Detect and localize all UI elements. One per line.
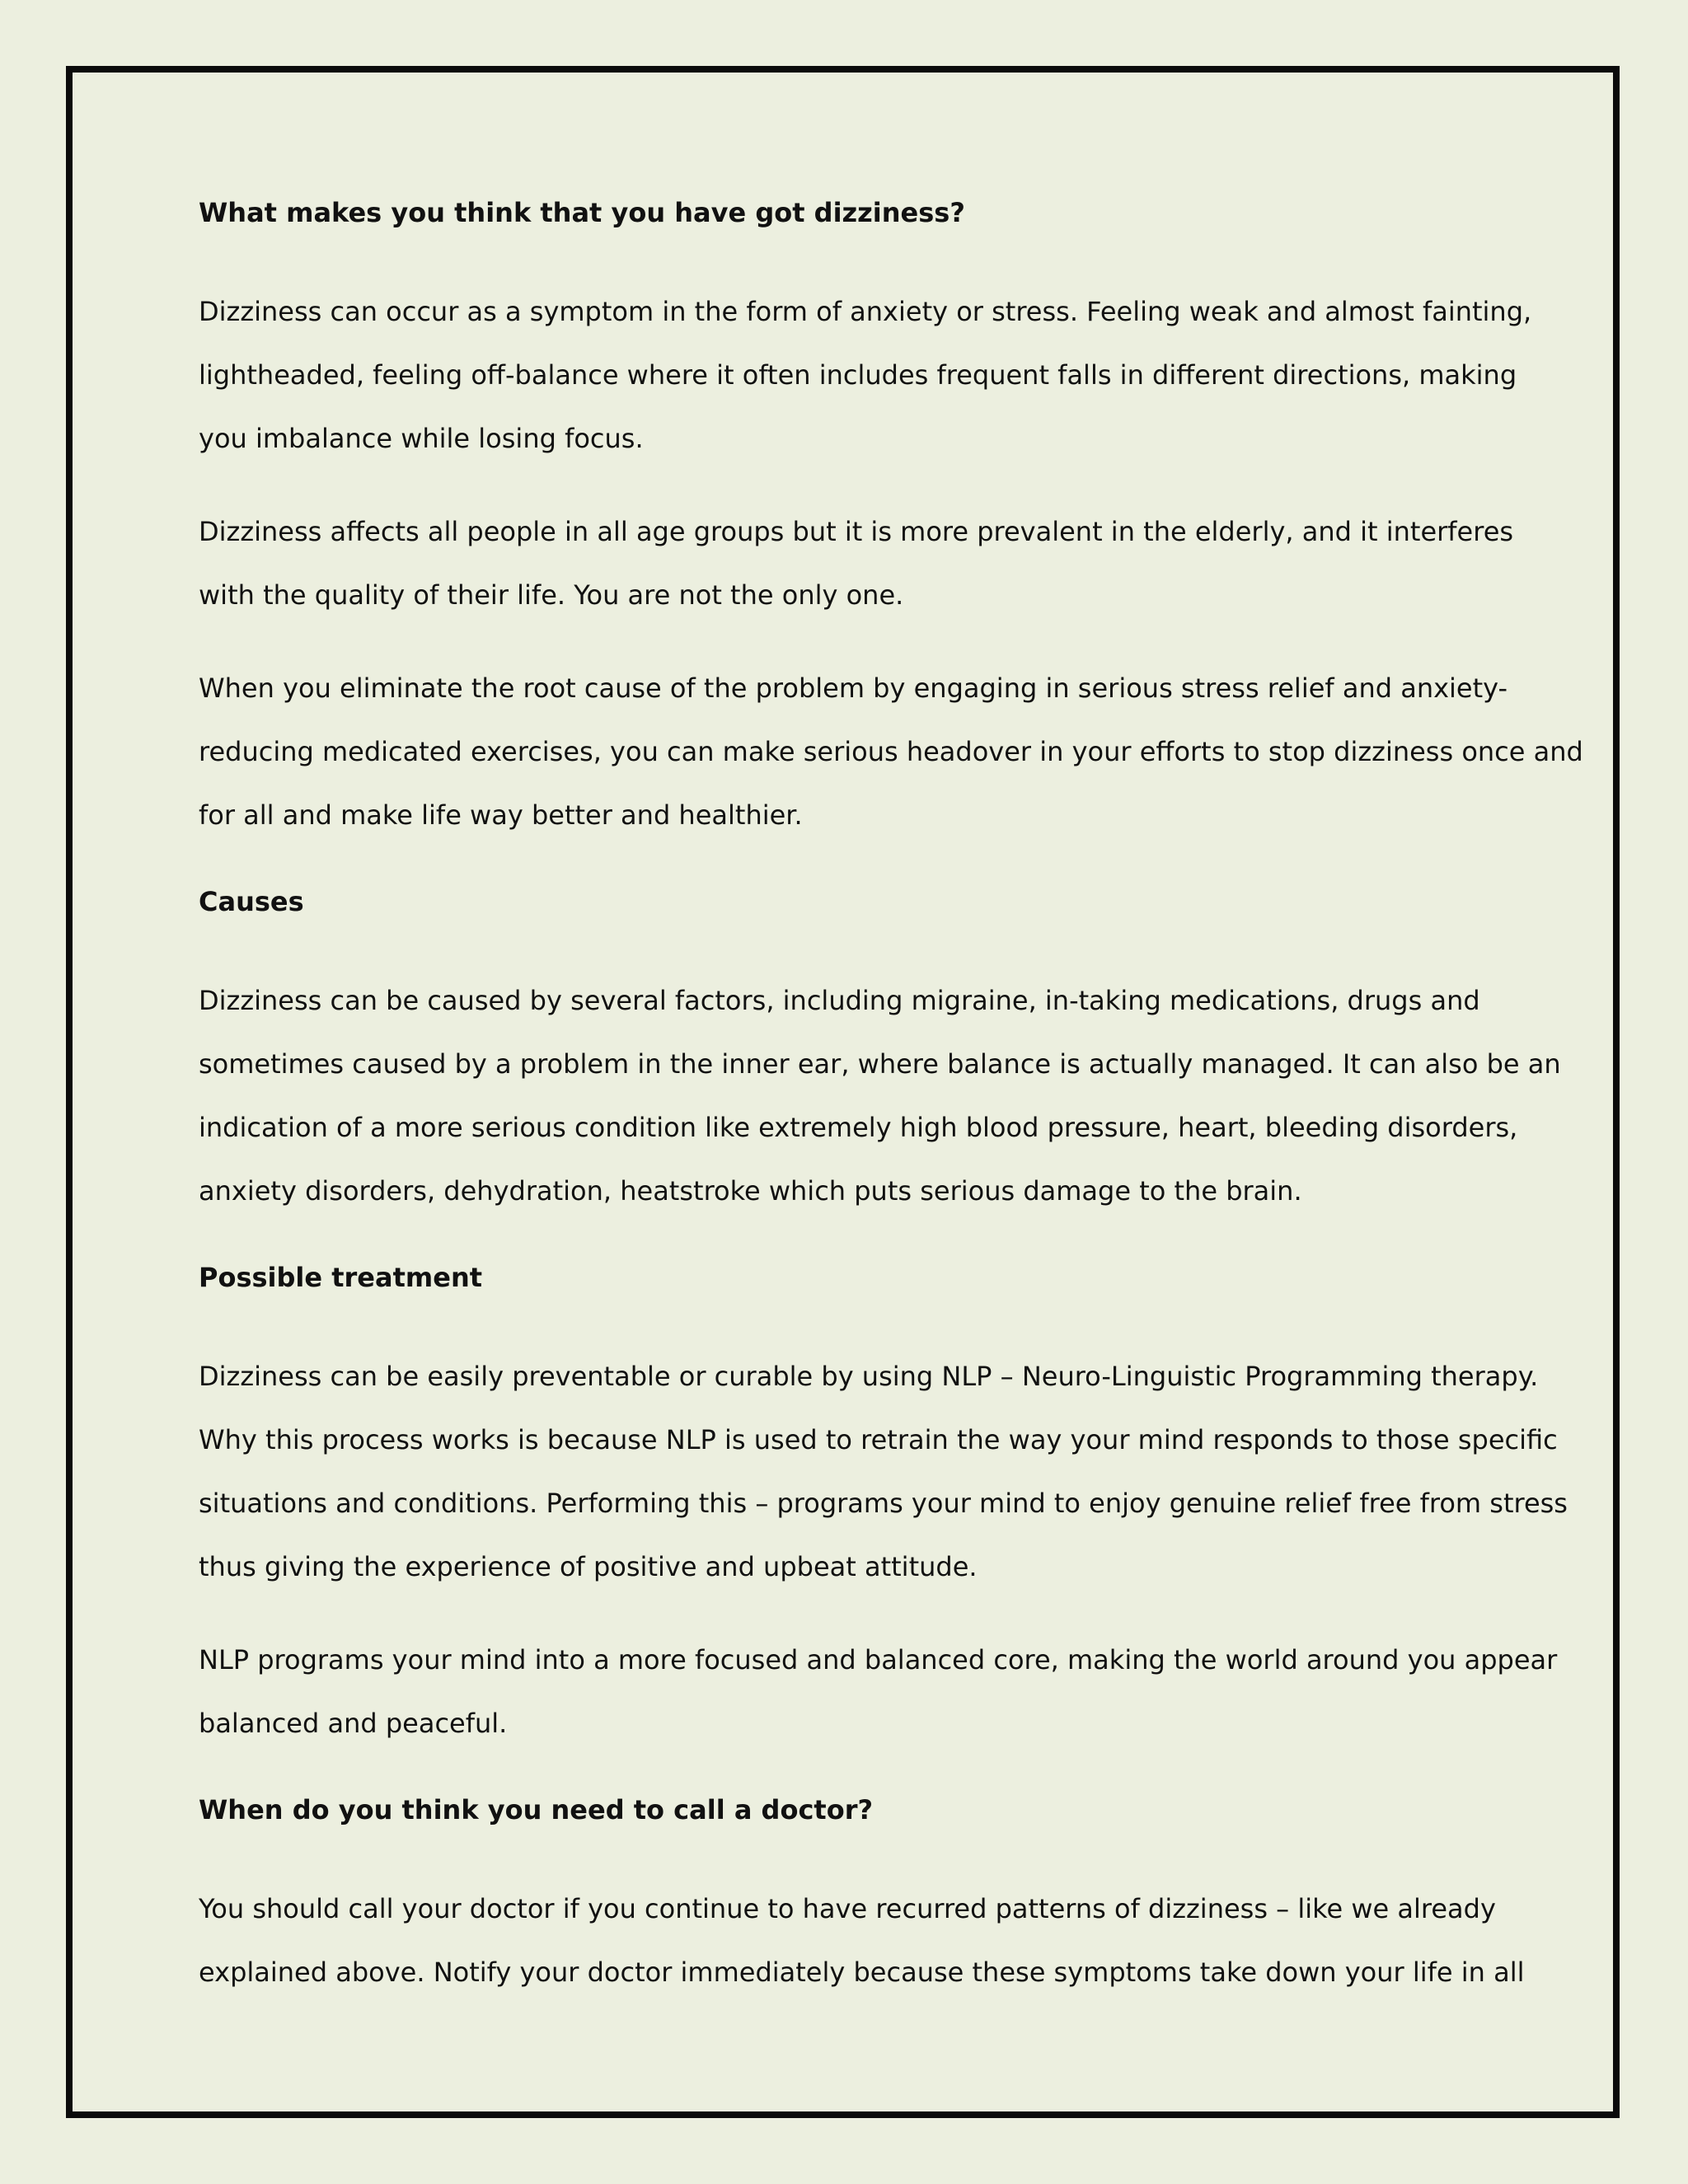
section-heading-causes: Causes	[199, 886, 304, 917]
paragraph-line: for all and make life way better and healthier.	[199, 799, 803, 831]
paragraph-root-cause	[199, 657, 1583, 847]
paragraph-line: When you eliminate the root cause of the problem by engaging in serious stress relief and anxiety-	[199, 673, 1508, 704]
paragraph-line: sometimes caused by a problem in the inner ear, where balance is actually managed. It can also be an	[199, 1048, 1561, 1080]
paragraph-line: NLP programs your mind into a more focused and balanced core, making the world around you appear	[199, 1644, 1558, 1675]
paragraph-line: balanced and peaceful.	[199, 1708, 508, 1739]
paragraph-line: thus giving the experience of positive and upbeat attitude.	[199, 1551, 978, 1582]
paragraph-line: with the quality of their life. You are not the only one.	[199, 579, 904, 611]
paragraph-line: situations and conditions. Performing this – programs your mind to enjoy genuine relief free from stress	[199, 1488, 1568, 1519]
paragraph-nlp-therapy	[199, 1345, 1568, 1599]
section-heading-doctor: When do you think you need to call a doctor?	[199, 1794, 874, 1825]
paragraph-line: Dizziness can be caused by several factors, including migraine, in-taking medications, drugs and	[199, 985, 1480, 1016]
document-body	[199, 188, 1583, 2034]
paragraph-line: Why this process works is because NLP is used to retrain the way your mind responds to those specific	[199, 1424, 1558, 1455]
paragraph-call-doctor	[199, 1877, 1525, 2004]
paragraph-line: Dizziness can be easily preventable or curable by using NLP – Neuro-Linguistic Programming therapy.	[199, 1361, 1539, 1392]
paragraph-line: lightheaded, feeling off-balance where it often includes frequent falls in different directions, making	[199, 359, 1517, 391]
section-heading-dizziness: What makes you think that you have got dizziness?	[199, 197, 965, 228]
section-heading-treatment: Possible treatment	[199, 1262, 483, 1293]
paragraph-line: reducing medicated exercises, you can make serious headover in your efforts to stop dizziness once and	[199, 736, 1583, 767]
paragraph-line: Dizziness affects all people in all age groups but it is more prevalent in the elderly, and it interferes	[199, 516, 1514, 547]
paragraph-line: indication of a more serious condition like extremely high blood pressure, heart, bleeding disorders,	[199, 1112, 1518, 1143]
paragraph-causes	[199, 969, 1561, 1223]
paragraph-line: explained above. Notify your doctor immediately because these symptoms take down your life in all	[199, 1957, 1525, 1988]
paragraph-nlp-balance	[199, 1629, 1558, 1755]
paragraph-line: you imbalance while losing focus.	[199, 423, 644, 454]
paragraph-line: You should call your doctor if you continue to have recurred patterns of dizziness – like we already	[199, 1893, 1496, 1924]
paragraph-line: Dizziness can occur as a symptom in the form of anxiety or stress. Feeling weak and almost fainting,	[199, 296, 1532, 327]
paragraph-age-groups	[199, 500, 1517, 627]
paragraph-symptoms	[199, 280, 1532, 471]
paragraph-line: anxiety disorders, dehydration, heatstroke which puts serious damage to the brain.	[199, 1175, 1302, 1207]
